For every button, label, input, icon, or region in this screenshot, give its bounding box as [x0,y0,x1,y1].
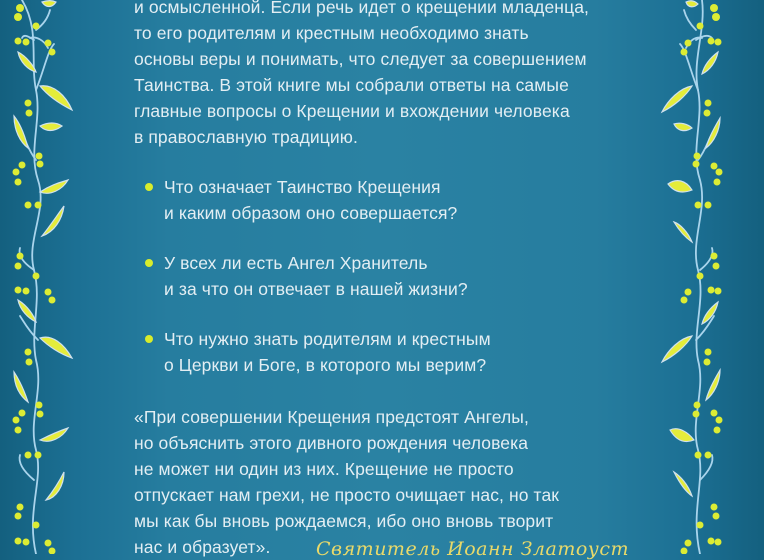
quote-line: отпускает нам грехи, не просто очищает нас, но так [134,485,560,505]
bullet-dot-icon [145,335,153,343]
question-line: о Церкви и Боге, в которого мы верим? [164,355,487,375]
intro-line: Таинства. В этой книге мы собрали ответы на самые [134,75,569,95]
quote-author-signature: Святитель Иоанн Златоуст [316,538,629,560]
floral-vine-icon [650,0,764,554]
left-floral-vine-border [0,0,110,554]
floral-vine-icon [0,0,110,554]
question-item [164,326,634,378]
quote-paragraph [134,404,634,560]
question-item [164,174,634,226]
quote-line: но объяснить этого дивного рождения человека [134,433,529,453]
intro-line: основы веры и понимать, что следует за совершением [134,49,587,69]
question-line: и каким образом оно совершается? [164,203,458,223]
question-item [164,250,634,302]
intro-line: в православную традицию. [134,127,358,147]
question-line: Что означает Таинство Крещения [164,177,441,197]
cover-text [134,0,634,560]
quote-line: не может ни один из них. Крещение не просто [134,459,514,479]
quote-line: «При совершении Крещения предстоят Ангелы, [134,407,529,427]
question-line: и за что он отвечает в нашей жизни? [164,279,468,299]
intro-line: и осмысленной. Если речь идет о крещении младенца, [134,0,589,17]
bullet-dot-icon [145,259,153,267]
question-line: У всех ли есть Ангел Хранитель [164,253,428,273]
quote-line: мы как бы вновь рождаемся, ибо оно вновь творит [134,511,554,531]
right-floral-vine-border [650,0,764,554]
question-list [134,174,634,378]
question-line: Что нужно знать родителям и крестным [164,329,491,349]
bullet-dot-icon [145,183,153,191]
intro-line: главные вопросы о Крещении и вхождении человека [134,101,570,121]
quote-line: нас и образует». [134,537,271,557]
intro-paragraph [134,0,634,150]
intro-line: то его родителям и крестным необходимо знать [134,23,529,43]
